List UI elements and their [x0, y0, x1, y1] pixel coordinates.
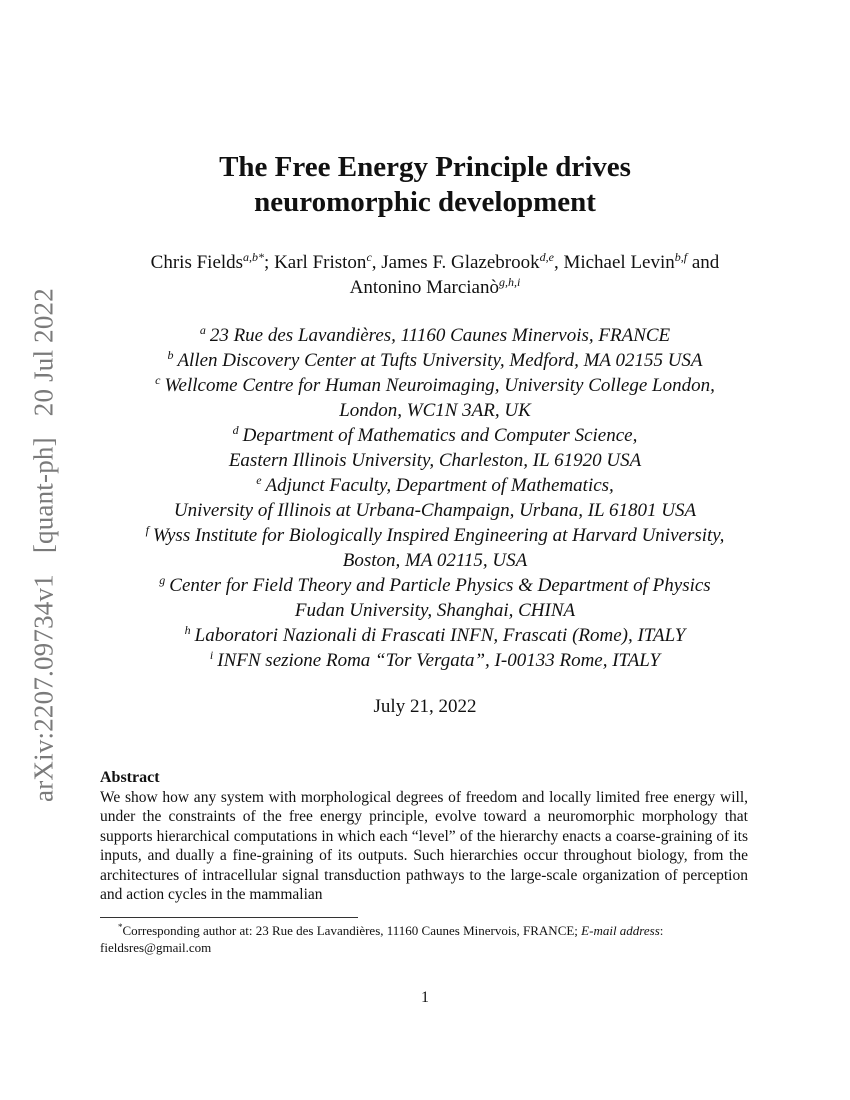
author: Michael Levin$^{b,f}$ and [563, 250, 720, 273]
author: James F. Glazebrook$^{d,e}$, [381, 250, 564, 273]
title-block [100, 150, 750, 220]
author: Antonino Marcianò$^{g,h,i}$ [349, 275, 521, 298]
affiliation: $^a$ 23 Rue des Lavandières, 11160 Caunes Minervois, FRANCE [199, 323, 671, 346]
abstract-section [100, 768, 748, 905]
affiliation: $^i$ INFN sezione Roma “Tor Vergata”, I-00133 Rome, ITALY [209, 648, 661, 671]
affiliation: $^h$ Laboratori Nazionali di Frascati INFN, Frascati (Rome), ITALY [184, 623, 686, 646]
affiliation-list [95, 323, 775, 673]
publication-date: July 21, 2022 [373, 696, 477, 717]
arxiv-stamp [29, 288, 60, 802]
title-line-2: neuromorphic development [254, 186, 596, 218]
email-label: E-mail address [581, 923, 660, 938]
title-line-1: The Free Energy Principle drives [219, 151, 631, 183]
affiliation: $^c$ Wellcome Centre for Human Neuroimaging, University College London, London, WC1N 3AR, UK [155, 373, 715, 421]
email-address: fieldsres@gmail.com [100, 940, 212, 955]
affiliation: $^b$ Allen Discovery Center at Tufts University, Medford, MA 02155 USA [167, 348, 703, 371]
arxiv-id: arXiv:2207.09734v1 [28, 574, 59, 802]
paper-title [100, 150, 750, 220]
page-number: 1 [421, 989, 429, 1006]
affiliation: $^e$ Adjunct Faculty, Department of Mathematics, University of Illinois at Urbana-Champaign, Urbana, IL 61801 USA [173, 473, 697, 521]
affiliation: $^f$ Wyss Institute for Biologically Inspired Engineering at Harvard University, Boston, MA 02115, USA [145, 523, 725, 571]
author-list [95, 250, 775, 300]
footnote-text: Corresponding author at: 23 Rue des Lavandières, 11160 Caunes Minervois, FRANCE; [122, 923, 582, 938]
arxiv-date: 20 Jul 2022 [28, 288, 59, 417]
abstract-heading: Abstract [100, 769, 160, 786]
author: Chris Fields$^{a,b*}$; [150, 250, 275, 273]
footnote: *Corresponding author at: 23 Rue des Lavandières, 11160 Caunes Minervois, FRANCE; E-mail address: fieldsres@gmail.com [100, 922, 664, 955]
affiliation: $^g$ Center for Field Theory and Particle Physics & Department of Physics Fudan University, Shanghai, CHINA [159, 573, 711, 621]
footnote-mark: * [118, 922, 123, 932]
footnote-rule [100, 917, 358, 918]
author: Karl Friston$^c$, [274, 250, 382, 273]
abstract-text: We show how any system with morphological degrees of freedom and locally limited free energy will, under the constraints of the free energy principle, evolve toward a neuromorphic morphology that supports hierarchical computations in which each “level” of the hierarchy enacts a coarse-graining of its inputs, and dually a fine-graining of its outputs. Such hierarchies occur throughout biology, from the architectures of intracellular signal transduction pathways to the large-scale organization of perception and action cycles in the mammalian [100, 788, 748, 903]
affiliation: $^d$ Department of Mathematics and Computer Science, Eastern Illinois University, Charleston, IL 61920 USA [228, 423, 642, 471]
arxiv-category: [quant-ph] [28, 437, 59, 554]
